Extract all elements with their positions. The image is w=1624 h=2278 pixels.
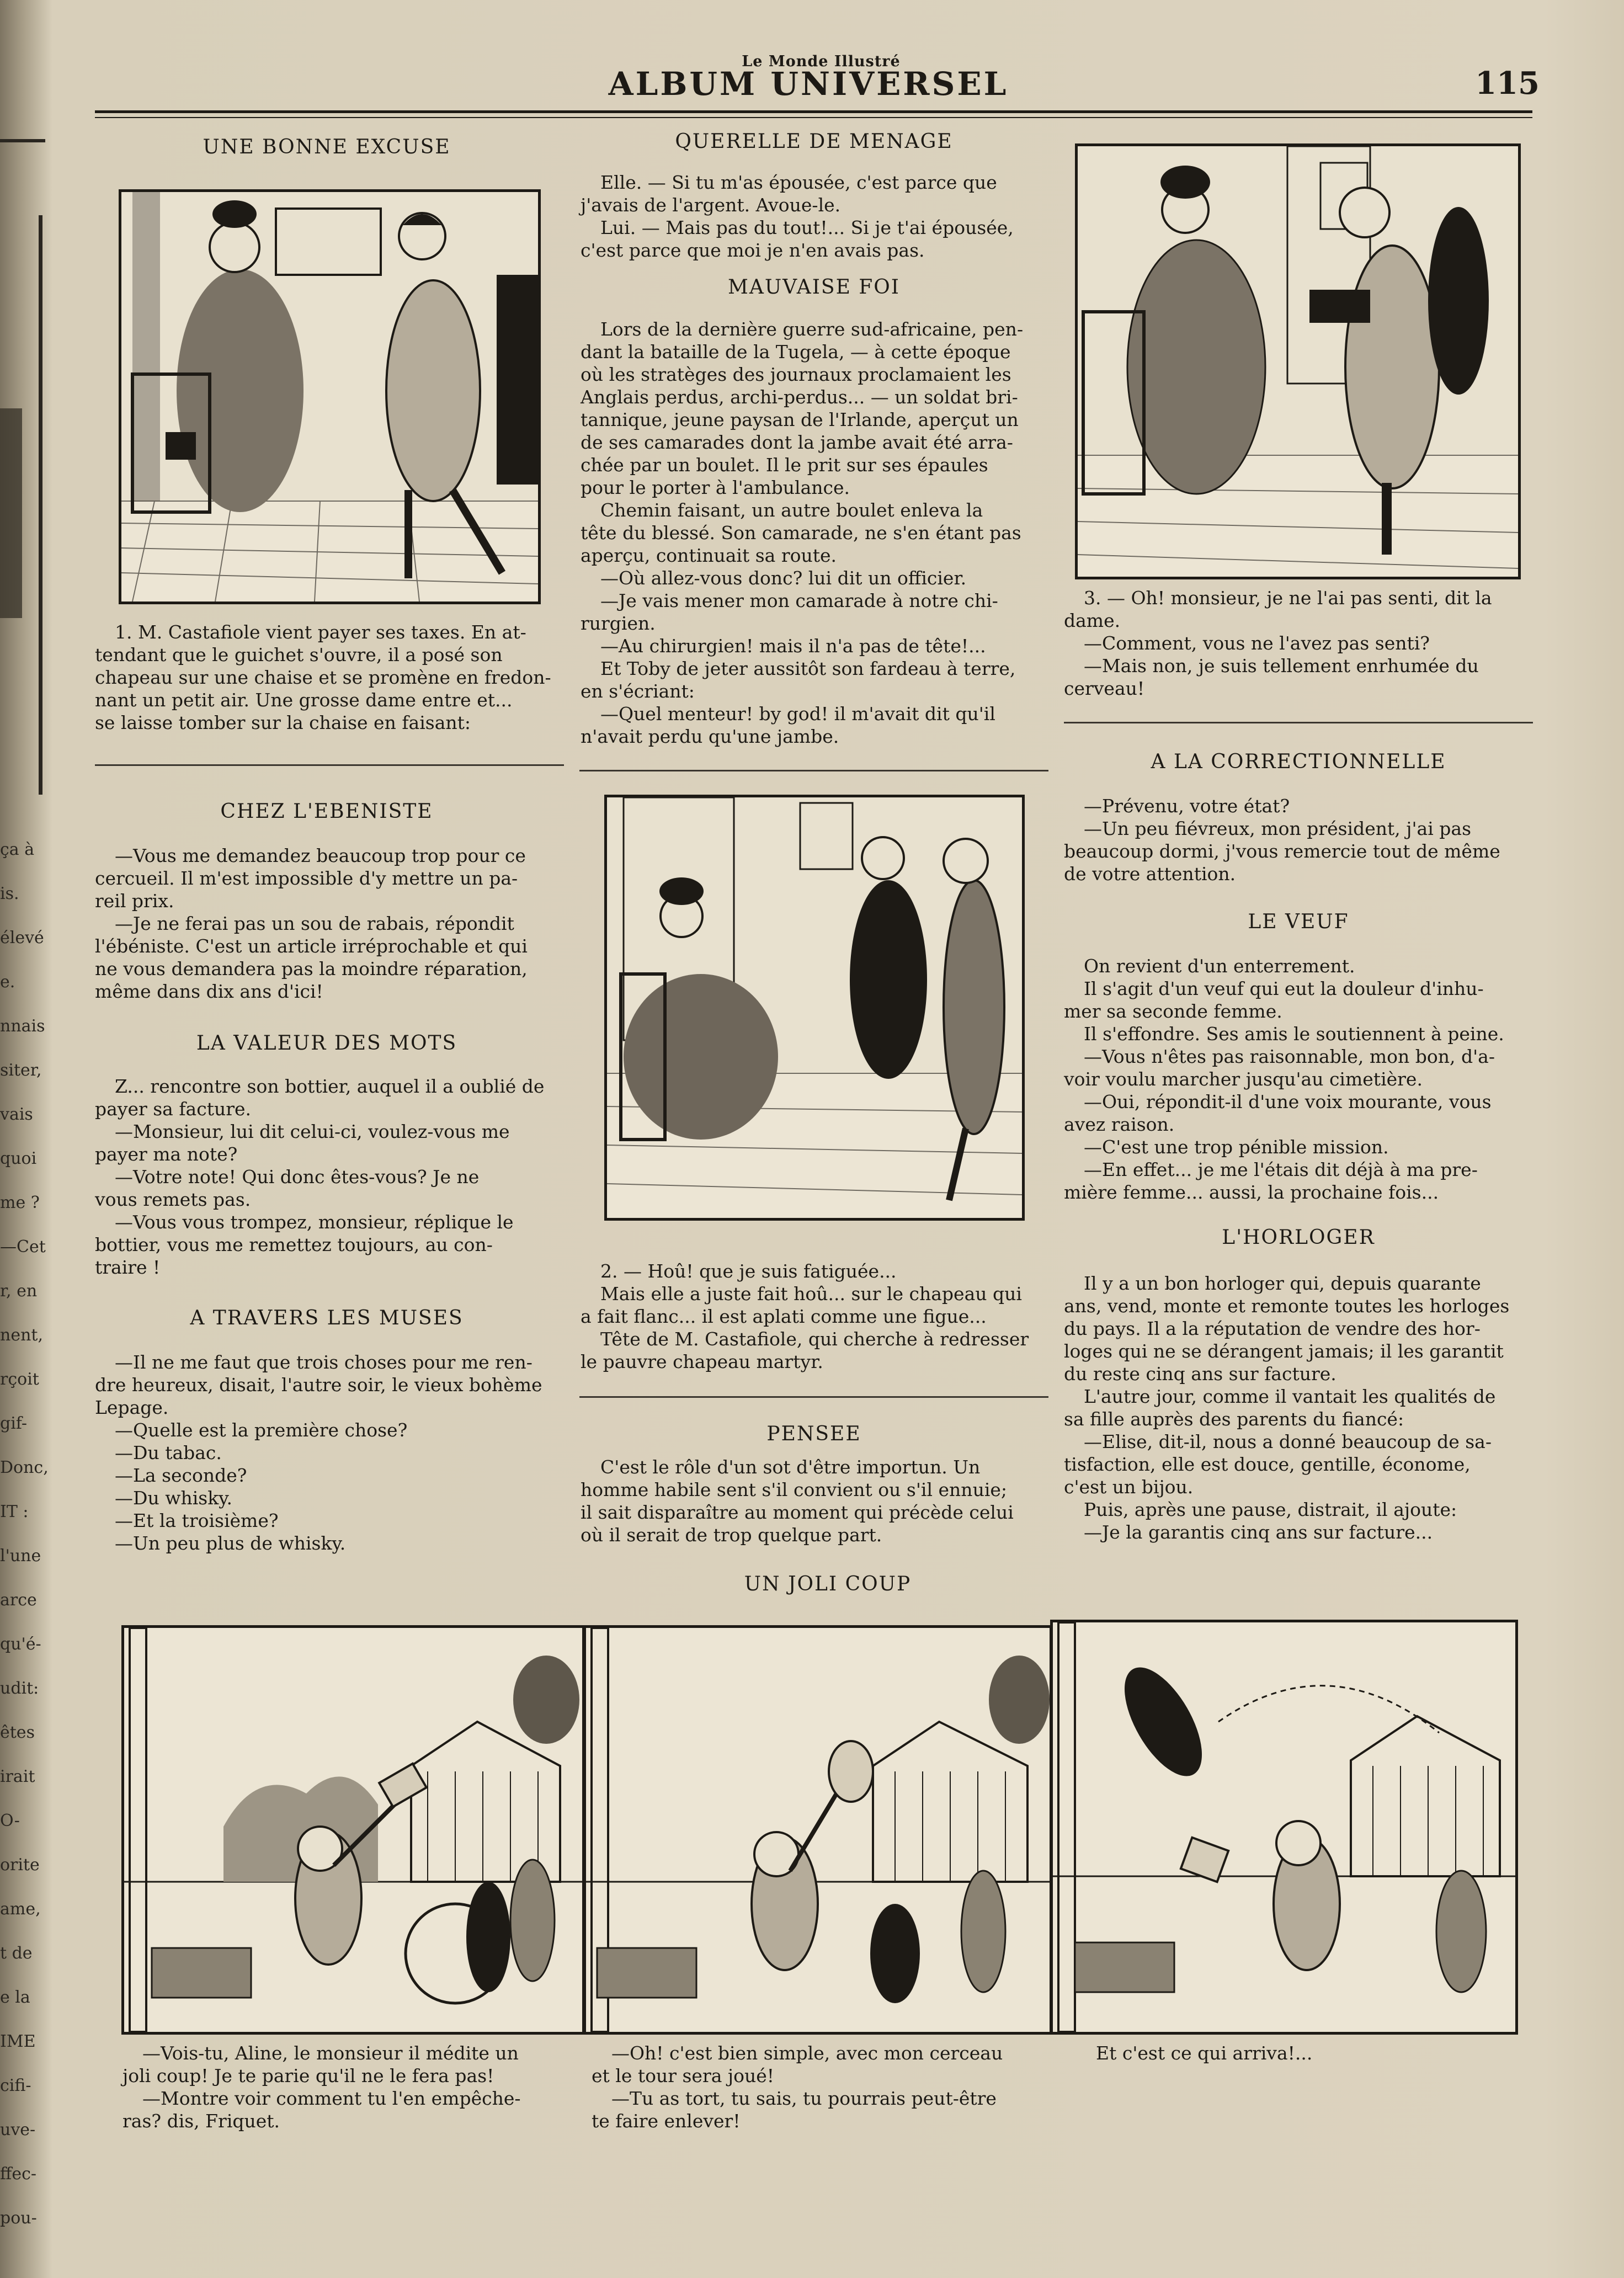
text-line: ras? dis, Friquet. xyxy=(123,2110,280,2132)
text-line: pour le porter à l'ambulance. xyxy=(581,477,850,498)
margin-text-fragment: ça à xyxy=(0,840,35,859)
heading-a-la-correctionnelle: A LA CORRECTIONNELLE xyxy=(1151,751,1446,773)
margin-text-fragment: irait xyxy=(0,1767,35,1786)
text-line: —Tu as tort, tu sais, tu pourrais peut-être xyxy=(611,2088,997,2109)
text-line: Il s'effondre. Ses amis le soutiennent à peine. xyxy=(1084,1023,1504,1045)
text-line: C'est le rôle d'un sot d'être importun. Un xyxy=(600,1456,981,1478)
margin-text-fragment: e la xyxy=(0,1988,30,2007)
margin-text-fragment: ffec- xyxy=(0,2164,37,2184)
margin-text-fragment: l'une xyxy=(0,1546,41,1566)
text-line: dame. xyxy=(1064,610,1121,631)
text-line: l'ébéniste. C'est un article irréprochable et qui xyxy=(95,935,528,957)
text-line: —Montre voir comment tu l'en empêche- xyxy=(142,2088,521,2109)
masthead-title: ALBUM UNIVERSEL xyxy=(608,65,1009,103)
text-line: 1. M. Castafiole vient payer ses taxes. En at- xyxy=(115,621,526,643)
text-correctionnelle xyxy=(1064,795,1533,885)
text-line: —Du tabac. xyxy=(115,1442,222,1463)
text-line: —Un peu fiévreux, mon président, j'ai pas xyxy=(1084,818,1472,839)
text-line: du pays. Il a la réputation de vendre des hor- xyxy=(1064,1318,1481,1339)
adjacent-page-margin xyxy=(0,143,52,2274)
text-line: te faire enlever! xyxy=(592,2110,741,2132)
text-line: —La seconde? xyxy=(115,1465,247,1486)
text-line: Et Toby de jeter aussitôt son fardeau à terre, xyxy=(600,658,1016,679)
text-line: —Où allez-vous donc? lui dit un officier. xyxy=(600,567,967,589)
text-line: Il y a un bon horloger qui, depuis quarante xyxy=(1084,1273,1481,1294)
comic-strip-panel-1 xyxy=(121,1625,585,2035)
text-line: —En effet... je me l'étais dit déjà à ma pre- xyxy=(1084,1159,1478,1180)
text-line: —Quel menteur! by god! il m'avait dit qu'il xyxy=(600,703,995,725)
margin-text-fragment: is. xyxy=(0,884,19,903)
text-line: On revient d'un enterrement. xyxy=(1084,955,1355,977)
caption-strip-1 xyxy=(123,2042,569,2132)
text-line: bottier, vous me remettez toujours, au con- xyxy=(95,1234,493,1255)
section-divider xyxy=(579,1396,1048,1398)
text-line: vous remets pas. xyxy=(95,1189,251,1210)
margin-text-fragment: —Cet xyxy=(0,1237,46,1257)
illustration-panel-3 xyxy=(1075,143,1521,579)
text-line: —Du whisky. xyxy=(115,1487,232,1509)
text-line: aperçu, continuait sa route. xyxy=(581,545,837,566)
margin-text-fragment: nnais xyxy=(0,1016,45,1036)
heading-le-veuf: LE VEUF xyxy=(1248,911,1349,933)
text-valeur xyxy=(95,1075,564,1279)
margin-text-fragment: me ? xyxy=(0,1193,40,1212)
text-line: nant un petit air. Une grosse dame entre et... xyxy=(95,689,513,711)
margin-text-fragment: vais xyxy=(0,1105,33,1124)
text-line: le pauvre chapeau martyr. xyxy=(581,1351,823,1372)
text-line: ne vous demandera pas la moindre réparation, xyxy=(95,958,528,980)
text-line: payer sa facture. xyxy=(95,1098,252,1120)
text-line: beaucoup dormi, j'vous remercie tout de même xyxy=(1064,840,1500,862)
text-line: il sait disparaître au moment qui précède celui xyxy=(581,1502,1014,1523)
text-line: —Oui, répondit-il d'une voix mourante, vous xyxy=(1084,1091,1492,1113)
heading-pensee: PENSEE xyxy=(766,1423,861,1445)
caption-panel-1 xyxy=(95,621,567,734)
text-line: Tête de M. Castafiole, qui cherche à redresser xyxy=(600,1328,1029,1350)
text-line: —Quelle est la première chose? xyxy=(115,1419,408,1441)
margin-text-fragment: orite xyxy=(0,1855,40,1875)
text-line: sa fille auprès des parents du fiancé: xyxy=(1064,1408,1404,1430)
text-line: chapeau sur une chaise et se promène en fredon- xyxy=(95,667,551,688)
illustration-panel-2 xyxy=(604,795,1025,1221)
text-line: tendant que le guichet s'ouvre, il a posé son xyxy=(95,644,503,666)
section-divider xyxy=(1064,722,1533,723)
masthead-small-title: Le Monde Illustré xyxy=(742,53,901,70)
text-line: de votre attention. xyxy=(1064,863,1236,885)
margin-text-fragment: IT : xyxy=(0,1502,29,1521)
text-line: Lepage. xyxy=(95,1397,169,1418)
text-line: tannique, jeune paysan de l'Irlande, aperçut un xyxy=(581,409,1019,430)
text-line: c'est parce que moi je n'en avais pas. xyxy=(581,239,925,261)
caption-panel-2 xyxy=(581,1260,1045,1373)
margin-text-fragment: élevé xyxy=(0,928,44,948)
text-line: cerveau! xyxy=(1064,678,1145,699)
text-line: —Je ne ferai pas un sou de rabais, répondit xyxy=(115,913,514,934)
text-line: —C'est une trop pénible mission. xyxy=(1084,1136,1389,1158)
text-line: reil prix. xyxy=(95,890,174,912)
text-line: tisfaction, elle est douce, gentille, économe, xyxy=(1064,1454,1471,1475)
text-line: —Vous n'êtes pas raisonnable, mon bon, d'a- xyxy=(1084,1046,1495,1067)
illustration-panel-1 xyxy=(119,189,541,604)
text-line: voir voulu marcher jusqu'au cimetière. xyxy=(1064,1068,1423,1090)
margin-text-fragment: rçoit xyxy=(0,1370,39,1389)
text-line: —Vous me demandez beaucoup trop pour ce xyxy=(115,845,526,866)
text-line: Mais elle a juste fait hoû... sur le chapeau qui xyxy=(600,1283,1022,1305)
heading-une-bonne-excuse: UNE BONNE EXCUSE xyxy=(203,136,451,158)
heading-querelle-de-menage: QUERELLE DE MENAGE xyxy=(675,130,953,153)
comic-strip-panel-3 xyxy=(1050,1620,1518,2035)
margin-text-fragment: Donc, xyxy=(0,1458,49,1477)
section-divider xyxy=(95,764,564,766)
text-line: —Je vais mener mon camarade à notre chi- xyxy=(600,590,998,611)
heading-mauvaise-foi: MAUVAISE FOI xyxy=(727,276,901,299)
text-line: mière femme... aussi, la prochaine fois... xyxy=(1064,1181,1439,1203)
heading-horloger: L'HORLOGER xyxy=(1222,1226,1375,1249)
text-line: —Un peu plus de whisky. xyxy=(115,1532,346,1554)
text-line: Anglais perdus, archi-perdus... — un soldat bri- xyxy=(581,386,1018,408)
text-mauvaise-foi xyxy=(581,318,1045,748)
margin-text-fragment: O- xyxy=(0,1811,20,1830)
text-line: Puis, après une pause, distrait, il ajoute: xyxy=(1084,1499,1457,1520)
heading-un-joli-coup: UN JOLI COUP xyxy=(744,1573,912,1595)
margin-text-fragment: cifi- xyxy=(0,2076,31,2095)
margin-text-fragment: êtes xyxy=(0,1723,35,1742)
text-line: 2. — Hoû! que je suis fatiguée... xyxy=(600,1260,897,1282)
margin-text-fragment: quoi xyxy=(0,1149,37,1168)
caption-panel-3 xyxy=(1064,587,1533,700)
text-ebeniste xyxy=(95,844,564,1003)
text-line: dant la bataille de la Tugela, — à cette époque xyxy=(581,341,1011,363)
margin-text-fragment: qu'é- xyxy=(0,1635,41,1654)
text-line: et le tour sera joué! xyxy=(592,2065,775,2087)
margin-text-fragment: r, en xyxy=(0,1281,38,1301)
text-line: Et c'est ce qui arriva!... xyxy=(1096,2042,1313,2064)
margin-text-fragment: uve- xyxy=(0,2120,36,2139)
text-querelle xyxy=(581,171,1045,262)
text-line: du reste cinq ans sur facture. xyxy=(1064,1363,1337,1385)
text-line: j'avais de l'argent. Avoue-le. xyxy=(581,194,841,216)
text-line: —Il ne me faut que trois choses pour me ren- xyxy=(115,1351,533,1373)
text-line: chée par un boulet. Il le prit sur ses épaules xyxy=(581,454,988,476)
text-line: L'autre jour, comme il vantait les qualités de xyxy=(1084,1386,1496,1407)
caption-strip-2 xyxy=(592,2042,1044,2132)
text-line: même dans dix ans d'ici! xyxy=(95,981,323,1002)
text-line: mer sa seconde femme. xyxy=(1064,1000,1282,1022)
text-line: Lui. — Mais pas du tout!... Si je t'ai épousée, xyxy=(600,217,1014,238)
text-line: —Oh! c'est bien simple, avec mon cerceau xyxy=(611,2042,1003,2064)
text-line: —Votre note! Qui donc êtes-vous? Je ne xyxy=(115,1166,480,1188)
text-line: Il s'agit d'un veuf qui eut la douleur d'inhu- xyxy=(1084,978,1484,999)
text-line: —Vous vous trompez, monsieur, réplique le xyxy=(115,1211,514,1233)
heading-valeur-des-mots: LA VALEUR DES MOTS xyxy=(196,1032,457,1055)
text-line: Elle. — Si tu m'as épousée, c'est parce que xyxy=(600,172,997,193)
text-line: n'avait perdu qu'une jambe. xyxy=(581,726,839,747)
text-line: c'est un bijou. xyxy=(1064,1476,1194,1498)
text-line: où les stratèges des journaux proclamaient les xyxy=(581,364,1011,385)
margin-text-fragment: e. xyxy=(0,972,15,992)
text-line: Z... rencontre son bottier, auquel il a oublié de xyxy=(115,1076,545,1097)
text-line: où il serait de trop quelque part. xyxy=(581,1524,882,1546)
margin-text-fragment: IME xyxy=(0,2032,36,2051)
text-line: de ses camarades dont la jambe avait été arra- xyxy=(581,432,1013,453)
text-veuf xyxy=(1064,955,1533,1204)
text-line: rurgien. xyxy=(581,613,656,634)
text-line: dre heureux, disait, l'autre soir, le vieux bohème xyxy=(95,1374,542,1396)
text-line: —Monsieur, lui dit celui-ci, voulez-vous me xyxy=(115,1121,510,1142)
margin-text-fragment: nent, xyxy=(0,1326,43,1345)
heading-a-travers-les-muses: A TRAVERS LES MUSES xyxy=(190,1307,464,1329)
text-line: payer ma note? xyxy=(95,1143,238,1165)
caption-strip-3 xyxy=(1076,2042,1517,2064)
section-divider xyxy=(579,770,1048,771)
text-line: joli coup! Je te parie qu'il ne le fera pas! xyxy=(123,2065,494,2087)
text-line: se laisse tomber sur la chaise en faisant: xyxy=(95,712,471,733)
text-line: —Prévenu, votre état? xyxy=(1084,795,1290,817)
header-rule xyxy=(95,110,1532,113)
text-line: —Et la troisième? xyxy=(115,1510,279,1531)
margin-rule xyxy=(0,139,45,142)
page-number: 115 xyxy=(1475,65,1540,102)
text-line: loges qui ne se dérangent jamais; il les garantit xyxy=(1064,1340,1504,1362)
text-line: —Je la garantis cinq ans sur facture... xyxy=(1084,1521,1433,1543)
text-line: Chemin faisant, un autre boulet enleva la xyxy=(600,499,983,521)
text-line: —Vois-tu, Aline, le monsieur il médite un xyxy=(142,2042,519,2064)
margin-text-fragment: siter, xyxy=(0,1061,42,1080)
text-line: homme habile sent s'il convient ou s'il ennuie; xyxy=(581,1479,1008,1500)
text-pensee xyxy=(581,1456,1045,1546)
text-horloger xyxy=(1064,1272,1533,1543)
text-line: —Elise, dit-il, nous a donné beaucoup de sa- xyxy=(1084,1431,1492,1452)
margin-text-fragment: arce xyxy=(0,1590,37,1610)
text-line: tête du blessé. Son camarade, ne s'en étant pas xyxy=(581,522,1021,544)
heading-chez-ebeniste: CHEZ L'EBENISTE xyxy=(220,800,433,823)
text-line: avez raison. xyxy=(1064,1114,1175,1135)
text-line: cercueil. Il m'est impossible d'y mettre un pa- xyxy=(95,867,518,889)
margin-text-fragment: pou- xyxy=(0,2208,37,2228)
comic-strip-panel-2 xyxy=(583,1625,1052,2035)
text-line: a fait flanc... il est aplati comme une figue... xyxy=(581,1306,987,1327)
text-line: Lors de la dernière guerre sud-africaine, pen- xyxy=(600,318,1024,340)
text-line: en s'écriant: xyxy=(581,680,695,702)
margin-text-fragment: udit: xyxy=(0,1679,39,1698)
margin-text-fragment: t de xyxy=(0,1944,33,1963)
text-muses xyxy=(95,1351,564,1555)
margin-text-fragment: gif- xyxy=(0,1414,27,1433)
text-line: —Comment, vous ne l'avez pas senti? xyxy=(1084,632,1430,654)
text-line: ans, vend, monte et remonte toutes les horloges xyxy=(1064,1295,1510,1317)
text-line: —Au chirurgien! mais il n'a pas de tête!... xyxy=(600,635,986,657)
text-line: —Mais non, je suis tellement enrhumée du xyxy=(1084,655,1479,677)
text-line: 3. — Oh! monsieur, je ne l'ai pas senti, dit la xyxy=(1084,587,1492,609)
header-rule-thin xyxy=(95,117,1532,118)
text-line: traire ! xyxy=(95,1257,161,1278)
margin-text-fragment: ame, xyxy=(0,1899,41,1919)
